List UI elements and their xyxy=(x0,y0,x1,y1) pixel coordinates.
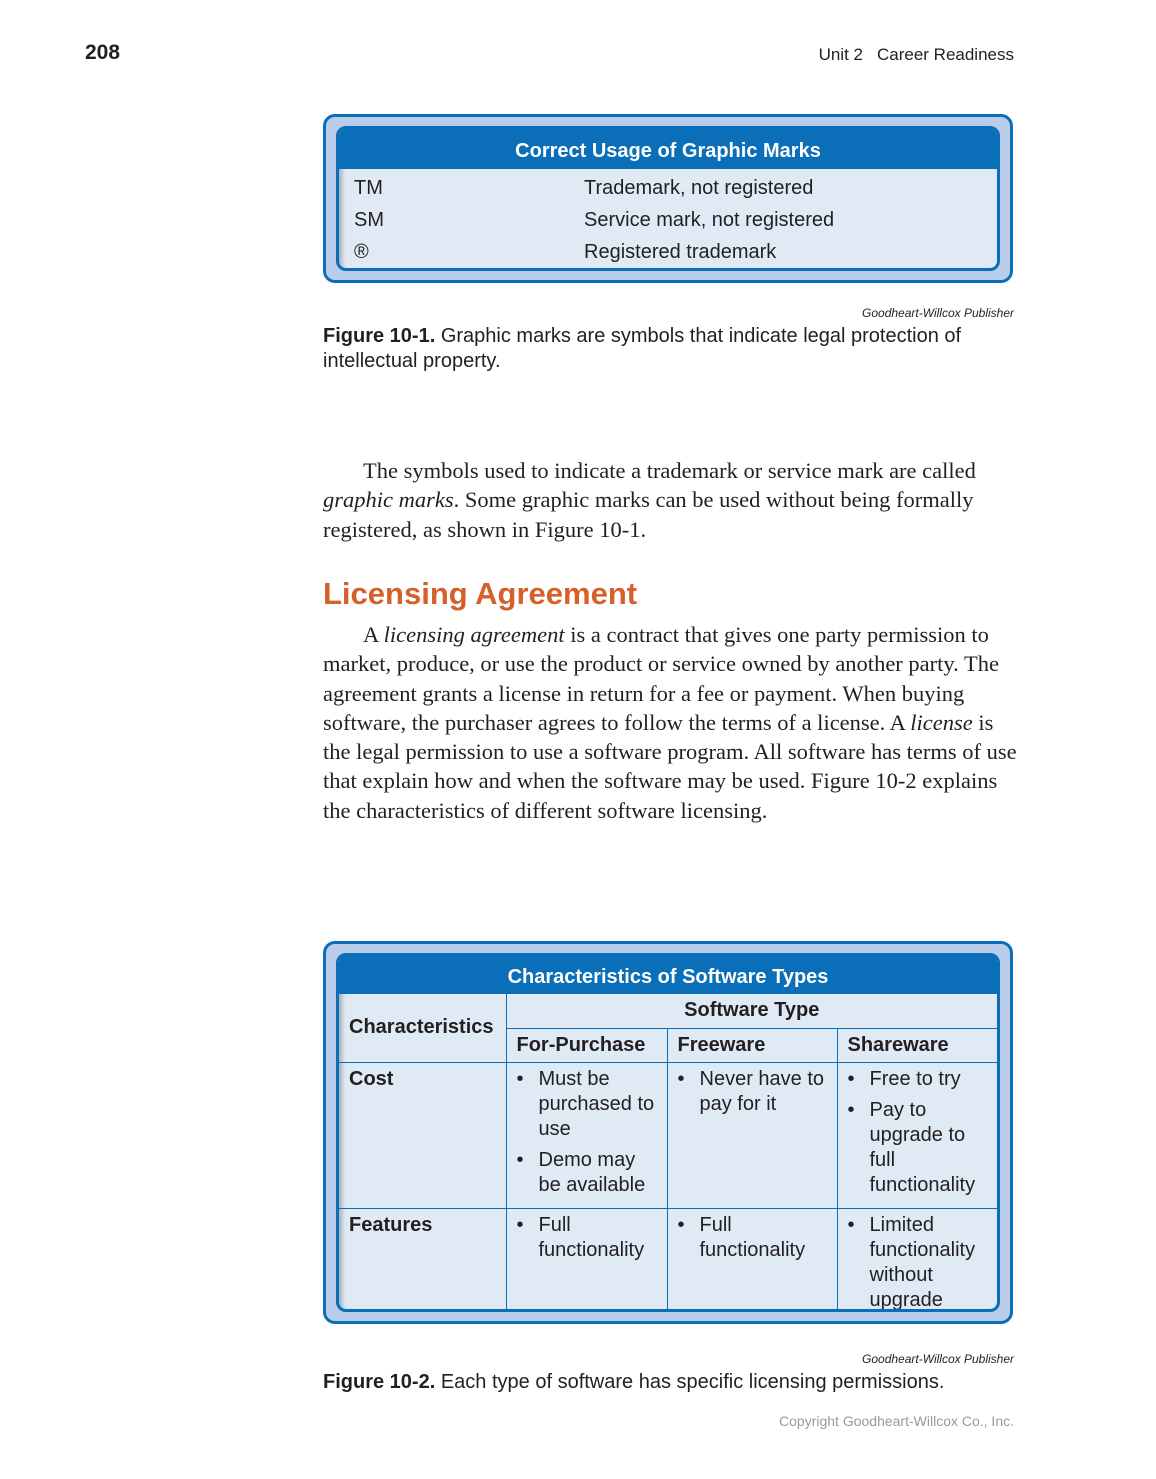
table-cell xyxy=(667,1062,837,1208)
table-cell xyxy=(506,1062,667,1208)
table-cell xyxy=(837,1062,997,1208)
mark-cell: TM xyxy=(354,176,383,199)
meaning-cell: Service mark, not registered xyxy=(584,208,835,231)
table-row xyxy=(339,236,997,268)
bullet-item: • Must be purchased to use xyxy=(539,1067,657,1142)
bullet-item: • Pay to upgrade to full functionality xyxy=(870,1098,988,1198)
figure-caption xyxy=(323,1370,1023,1395)
figure-credit: Goodheart-Willcox Publisher xyxy=(862,306,1014,320)
meaning-cell: Trademark, not registered xyxy=(584,176,814,199)
bullet-item: • Full functionality xyxy=(539,1213,657,1263)
figure-caption xyxy=(323,324,1003,374)
page-number: 208 xyxy=(85,41,121,64)
row-label: Features xyxy=(339,1208,506,1312)
col-shareware: Shareware xyxy=(837,1028,997,1062)
caption-text: Graphic marks are symbols that indicate legal protection of intellectual property. xyxy=(323,325,962,372)
unit-label: Unit 2 xyxy=(818,45,863,64)
table-row xyxy=(339,1062,997,1208)
meaning-cell: Registered trademark xyxy=(584,240,777,263)
bullet-item: • Demo may be available xyxy=(539,1148,657,1198)
table-row xyxy=(339,1208,997,1312)
col-freeware: Freeware xyxy=(667,1028,837,1062)
bullet-item: • Full functionality xyxy=(700,1213,827,1263)
software-types-table xyxy=(336,953,1000,1312)
figure-label: Figure 10-1. xyxy=(323,325,436,347)
body-paragraph: A licensing agreement is a contract that gives one party permission to market, produce, or use the product or service owned by another party. The agreement grants a license in return for a fee or payment. When buying software, the purchaser agrees to follow the terms of a license. A license is the legal permission to use a software program. All software has terms of use that explain how and when the software may be used. Figure 10-2 explains the characteristics of different software licensing. xyxy=(323,622,1017,823)
bullet-item: • Limited functionality without upgrade xyxy=(870,1213,988,1313)
unit-title: Career Readiness xyxy=(876,45,1014,64)
graphic-marks-table xyxy=(336,126,1000,271)
table-cell xyxy=(667,1208,837,1312)
running-header xyxy=(819,45,1014,65)
software-type-header: Software Type xyxy=(506,994,997,1028)
col-for-purchase: For-Purchase xyxy=(506,1028,667,1062)
table-title: Correct Usage of Graphic Marks xyxy=(339,129,997,169)
figure-10-2-box xyxy=(323,941,1013,1324)
table-title: Characteristics of Software Types xyxy=(339,956,997,994)
characteristics-header: Characteristics xyxy=(339,994,506,1062)
figure-credit: Goodheart-Willcox Publisher xyxy=(862,1352,1014,1366)
bullet-item: • Free to try xyxy=(870,1067,988,1092)
bullet-item: • Never have to pay for it xyxy=(700,1067,827,1117)
figure-10-1-box xyxy=(323,114,1013,283)
caption-text: Each type of software has specific licensing permissions. xyxy=(440,1371,945,1393)
mark-cell: ® xyxy=(354,240,369,263)
copyright: Copyright Goodheart-Willcox Co., Inc. xyxy=(779,1413,1014,1429)
table-cell xyxy=(837,1208,997,1312)
section-heading: Licensing Agreement xyxy=(323,576,638,611)
table-row xyxy=(339,204,997,236)
table-cell xyxy=(506,1208,667,1312)
body-paragraph: The symbols used to indicate a trademark or service mark are called graphic marks. Some graphic marks can be used without being formally registered, as shown in Figure 10-1. xyxy=(323,458,976,542)
row-label: Cost xyxy=(339,1062,506,1208)
mark-cell: SM xyxy=(354,208,384,231)
figure-label: Figure 10-2. xyxy=(323,1371,436,1393)
table-row xyxy=(339,172,997,204)
